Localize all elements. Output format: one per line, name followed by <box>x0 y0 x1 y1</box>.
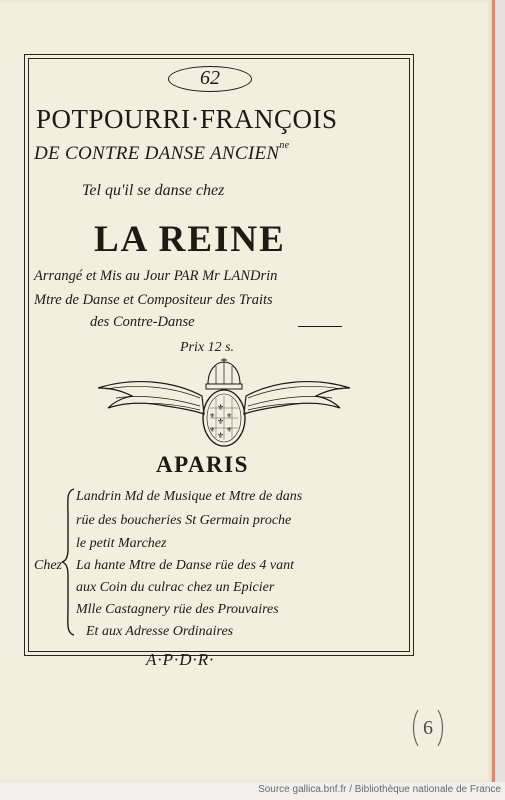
composer-line: Mtre de Danse et Compositeur des Traits <box>34 292 273 308</box>
address-line-4: La hante Mtre de Danse rüe des 4 vant <box>76 558 294 573</box>
catalog-number: 62 <box>168 66 252 92</box>
svg-text:⚜: ⚜ <box>209 412 216 420</box>
place-of-publication: APARIS <box>156 452 249 477</box>
source-credit: Source gallica.bnf.fr / Bibliothèque nationale de France <box>258 784 501 795</box>
contredanse-line: des Contre-Danse <box>90 314 195 330</box>
svg-text:⚜: ⚜ <box>226 412 233 420</box>
title-line-2-sup: ne <box>279 139 290 151</box>
curly-brace-icon <box>60 487 76 637</box>
title-line-2-main: DE CONTRE DANSE ANCIEN <box>34 143 280 164</box>
address-line-3: le petit Marchez <box>76 536 167 551</box>
address-line-5: aux Coin du culrac chez un Epicier <box>76 580 275 595</box>
address-line-7: Et aux Adresse Ordinaires <box>86 624 234 639</box>
title-line-3: Tel qu'il se danse chez <box>82 182 225 199</box>
address-line-2: rüe des boucheries St Germain proche <box>76 513 292 528</box>
svg-text:⚜: ⚜ <box>217 417 225 426</box>
chez-label: Chez <box>34 558 62 573</box>
svg-text:⚜: ⚜ <box>217 431 225 440</box>
page-margin <box>495 0 505 782</box>
crowned-winged-fleur-de-lis-shield-icon <box>96 358 352 454</box>
privilege-mark: A·P·D·R· <box>146 650 215 669</box>
address-line-6: Mlle Castagnery rüe des Prouvaires <box>76 602 279 617</box>
flourish-dash <box>298 326 342 327</box>
svg-text:⚜: ⚜ <box>217 403 225 412</box>
title-main: LA REINE <box>94 219 286 260</box>
svg-text:⚜: ⚜ <box>209 426 216 434</box>
pencil-page-number: 6 <box>423 717 433 739</box>
svg-text:⚜: ⚜ <box>226 426 233 434</box>
address-line-1: Landrin Md de Musique et Mtre de dans <box>76 489 303 504</box>
arranger-line: Arrangé et Mis au Jour PAR Mr LANDrin <box>34 268 278 284</box>
title-line-1: POTPOURRI·FRANÇOIS <box>36 104 338 134</box>
price: Prix 12 s. <box>180 340 235 355</box>
title-line-2 <box>34 139 408 165</box>
